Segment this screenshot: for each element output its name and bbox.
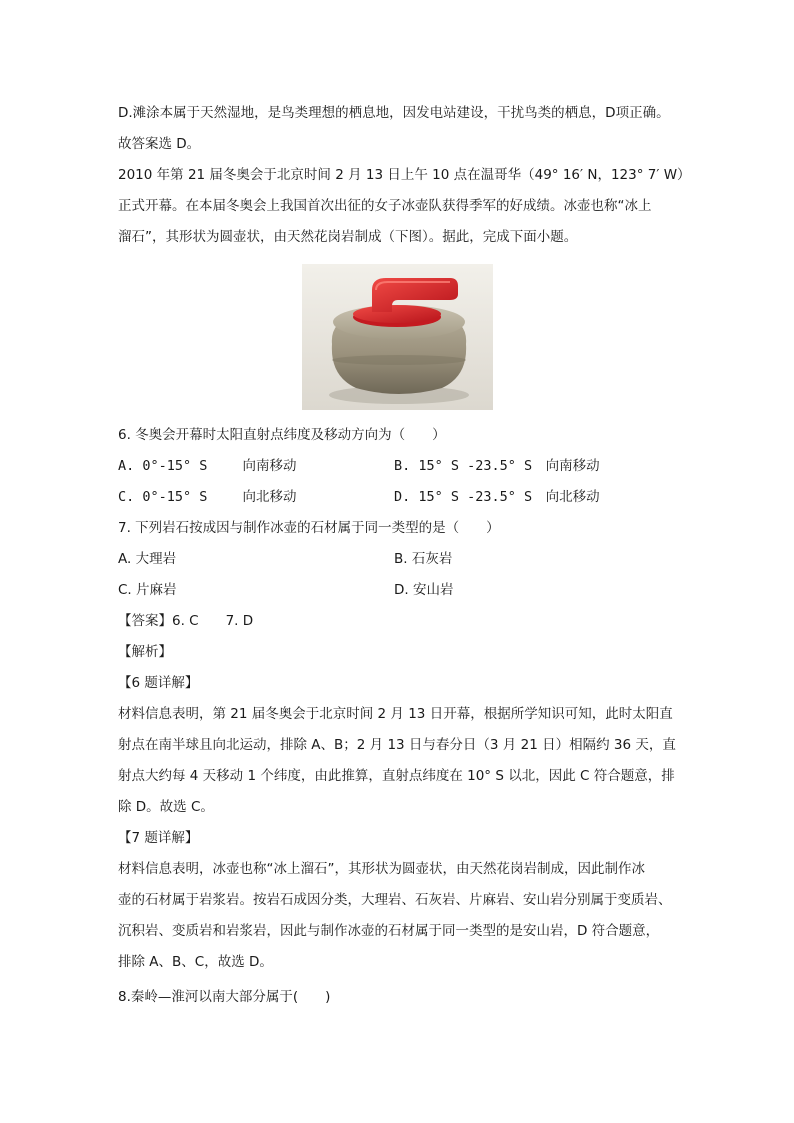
q7-option-d: D. 安山岩 — [394, 582, 454, 598]
paragraph-line: 溜石”，其形状为圆壶状，由天然花岗岩制成（下图）。据此，完成下面小题。 — [118, 229, 578, 245]
paragraph-line: 故答案选 D。 — [118, 136, 201, 152]
paragraph-line: 射点大约每 4 天移动 1 个纬度，由此推算，直射点纬度在 10° S 以北，因此 C 符合题意，排 — [118, 768, 675, 784]
question-8-stem: 8.秦岭—淮河以南大部分属于( ) — [118, 989, 331, 1005]
paragraph-line: 2010 年第 21 届冬奥会于北京时间 2 月 13 日上午 10 点在温哥华（49° 16′ N，123° 7′ W） — [118, 167, 691, 183]
q6-option-d: D. 15° S -23.5° S 向北移动 — [394, 489, 600, 505]
q7-option-c: C. 片麻岩 — [118, 582, 177, 598]
paragraph-line: 材料信息表明，冰壶也称“冰上溜石”，其形状为圆壶状，由天然花岗岩制成，因此制作冰 — [118, 861, 645, 877]
q6-option-a: A. 0°-15° S 向南移动 — [118, 458, 297, 474]
question-7-stem: 7. 下列岩石按成因与制作冰壶的石材属于同一类型的是（ ） — [118, 520, 500, 536]
q6-option-c: C. 0°-15° S 向北移动 — [118, 489, 297, 505]
paragraph-line: 正式开幕。在本届冬奥会上我国首次出征的女子冰壶队获得季军的好成绩。冰壶也称“冰上 — [118, 198, 652, 214]
paragraph-line: 排除 A、B、C，故选 D。 — [118, 954, 273, 970]
paragraph-line: 射点在南半球且向北运动，排除 A、B；2 月 13 日与春分日（3 月 21 日）相隔约 36 天，直 — [118, 737, 676, 753]
analysis-label: 【解析】 — [118, 644, 172, 660]
paragraph-line: 材料信息表明，第 21 届冬奥会于北京时间 2 月 13 日开幕，根据所学知识可知，此时太阳直 — [118, 706, 673, 722]
detail-6-title: 【6 题详解】 — [118, 675, 199, 691]
q7-option-b: B. 石灰岩 — [394, 551, 453, 567]
paragraph-line: 除 D。故选 C。 — [118, 799, 214, 815]
paragraph-line: 壶的石材属于岩浆岩。按岩石成因分类，大理岩、石灰岩、片麻岩、安山岩分别属于变质岩、 — [118, 892, 672, 908]
paragraph-line: D.滩涂本属于天然湿地，是鸟类理想的栖息地，因发电站建设，干扰鸟类的栖息，D项正确。 — [118, 105, 670, 121]
curling-stone-image — [302, 264, 493, 410]
question-6-stem: 6. 冬奥会开幕时太阳直射点纬度及移动方向为（ ） — [118, 427, 446, 443]
q6-option-b: B. 15° S -23.5° S 向南移动 — [394, 458, 600, 474]
detail-7-title: 【7 题详解】 — [118, 830, 199, 846]
answer-line: 【答案】6. C 7. D — [118, 613, 254, 629]
paragraph-line: 沉积岩、变质岩和岩浆岩，因此与制作冰壶的石材属于同一类型的是安山岩，D 符合题意， — [118, 923, 660, 939]
q7-option-a: A. 大理岩 — [118, 551, 177, 567]
